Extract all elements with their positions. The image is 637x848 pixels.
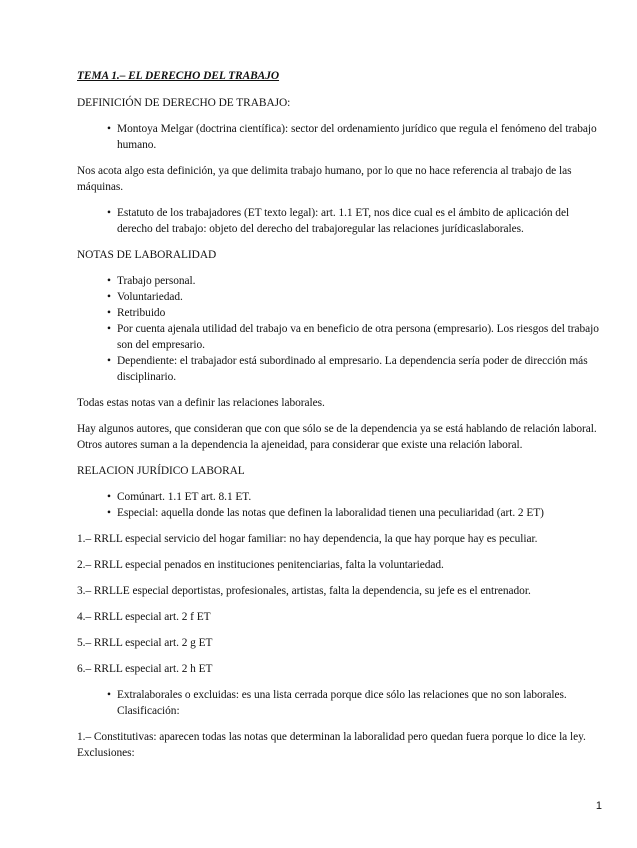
document-title: TEMA 1.– EL DERECHO DEL TRABAJO <box>77 70 280 82</box>
list-item: • Voluntariedad. <box>117 289 605 305</box>
list-item: • Por cuenta ajenala utilidad del trabajo va en beneficio de otra persona (empresario). Los riesgos del trabajo son del empresario. <box>117 321 605 353</box>
list-item: • Comúnart. 1.1 ET art. 8.1 ET. <box>117 489 605 505</box>
bullet-list <box>77 205 605 237</box>
paragraph: DEFINICIÓN DE DERECHO DE TRABAJO: <box>77 97 291 109</box>
list-item: • Retribuido <box>117 305 605 321</box>
list-item: • Estatuto de los trabajadores (ET texto legal): art. 1.1 ET, nos dice cual es el ámbito de aplicación del derecho del trabajo: objeto del derecho del trabajoregular las relaciones jurídicaslaborales. <box>117 205 605 237</box>
list-item: • Montoya Melgar (doctrina científica): sector del ordenamiento jurídico que regula el fenómeno del trabajo humano. <box>117 121 605 153</box>
paragraph: 6.– RRLL especial art. 2 h ET <box>77 663 213 675</box>
paragraph: RELACION JURÍDICO LABORAL <box>77 465 245 477</box>
list-item: • Especial: aquella donde las notas que definen la laboralidad tienen una peculiaridad (art. 2 ET) <box>117 505 605 521</box>
bullet-list <box>77 687 605 719</box>
paragraph: Todas estas notas van a definir las relaciones laborales. <box>77 397 325 409</box>
bullet-list <box>77 489 605 521</box>
paragraph: 4.– RRLL especial art. 2 f ET <box>77 611 211 623</box>
paragraph: 1.– Constitutivas: aparecen todas las notas que determinan la laboralidad pero quedan fuera porque lo dice la ley. Exclusiones: <box>77 731 586 759</box>
document-body <box>77 68 605 771</box>
page-number: 1 <box>595 800 602 812</box>
list-item: • Extralaborales o excluidas: es una lista cerrada porque dice sólo las relaciones que no son laborales. Clasificación: <box>117 687 605 719</box>
bullet-list <box>77 121 605 153</box>
paragraph: NOTAS DE LABORALIDAD <box>77 249 217 261</box>
paragraph: 2.– RRLL especial penados en instituciones penitenciarias, falta la voluntariedad. <box>77 559 444 571</box>
paragraph: 5.– RRLL especial art. 2 g ET <box>77 637 213 649</box>
paragraph: 1.– RRLL especial servicio del hogar familiar: no hay dependencia, la que hay porque hay es peculiar. <box>77 533 538 545</box>
paragraph: Nos acota algo esta definición, ya que delimita trabajo humano, por lo que no hace referencia al trabajo de las máquinas. <box>77 165 572 193</box>
bullet-list <box>77 273 605 385</box>
paragraph: Hay algunos autores, que consideran que con que sólo se de la dependencia ya se está hablando de relación laboral. Otros autores suman a la dependencia la ajeneidad, para considerar que existe una relación laboral. <box>77 423 597 451</box>
paragraph: 3.– RRLLE especial deportistas, profesionales, artistas, falta la dependencia, su jefe es el entrenador. <box>77 585 531 597</box>
list-item: • Dependiente: el trabajador está subordinado al empresario. La dependencia sería poder de dirección más disciplinario. <box>117 353 605 385</box>
list-item: • Trabajo personal. <box>117 273 605 289</box>
